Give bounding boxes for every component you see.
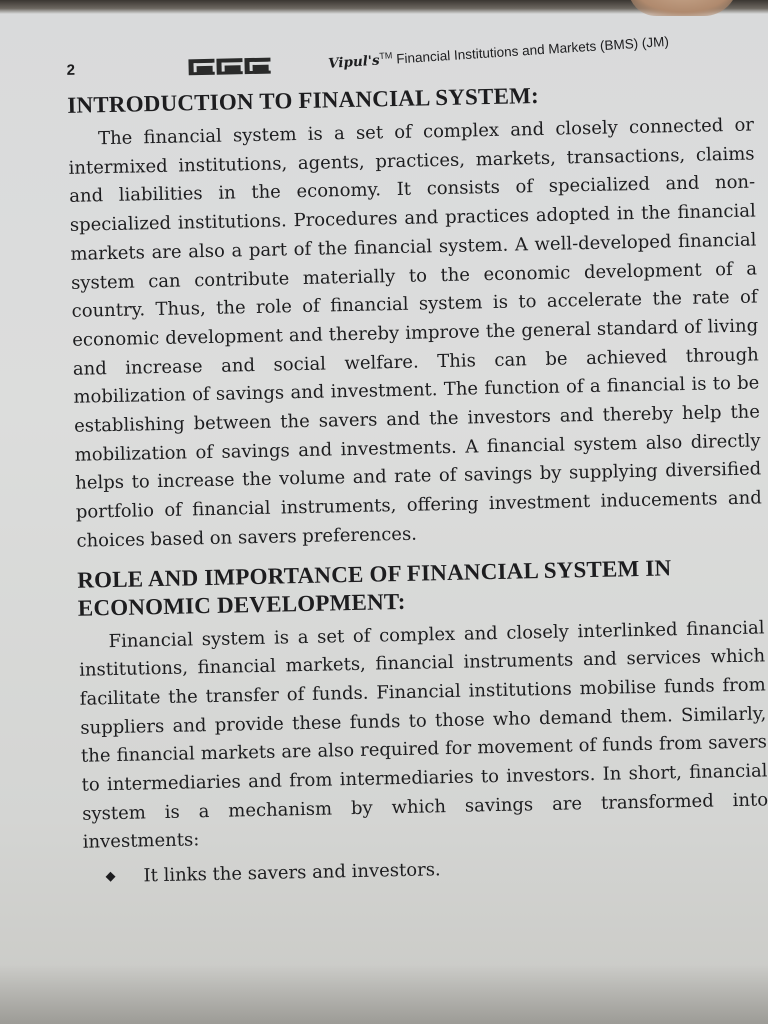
trademark: TM	[378, 50, 393, 62]
book-page	[60, 25, 768, 892]
page-header	[60, 25, 761, 84]
publisher-logo-icon	[188, 58, 270, 76]
bottom-edge-shadow	[0, 964, 768, 1024]
page-number: 2	[66, 61, 76, 79]
role-importance-paragraph: Financial system is a set of complex and closely interlinked financial institutions, financial markets, financial instruments and services which facilitate the transfer of funds. Financial institutions mobilise funds from suppliers and provide these funds to those who demand them. Similarly, the financial markets are also required for movement of funds from savers to intermediaries and from intermediaries to investors. In short, financial system is a mechanism by which savings are transformed into investments:	[78, 616, 768, 854]
section-heading-role-importance: ROLE AND IMPORTANCE OF FINANCIAL SYSTEM IN ECONOMIC DEVELOPMENT:	[77, 554, 672, 621]
brand-name: Vipul's	[327, 52, 381, 72]
bullet-list	[105, 849, 768, 891]
list-item: ◆ It links the savers and investors.	[105, 849, 768, 891]
running-head	[328, 32, 670, 71]
diamond-bullet-icon: ◆	[105, 869, 116, 885]
introduction-paragraph: The financial system is a set of complex and closely connected or intermixed institutions, agents, practices, markets, transactions, claims and liabilities in the economy. It consists of specialized and non-specialized institutions. Procedures and practices adopted in the financial markets are also a part of the financial system. A well-developed financial system can contribute materially to the economic development of a country. Thus, the role of financial system is to accelerate the rate of economic development and thereby improve the general standard of living and increase and social welfare. This can be achieved through mobilization of savings and investment. The function of a financial is to be establishing between the savers and the investors and thereby help the mobilization of savings and investments. A financial system also directly helps to increase the volume and rate of savings by supplying diversified portfolio of financial instruments, offering investment inducements and choices based on savers preferences.	[68, 114, 762, 552]
section-heading-introduction: INTRODUCTION TO FINANCIAL SYSTEM:	[67, 82, 540, 118]
book-title: Financial Institutions and Markets (BMS) (JM)	[395, 33, 670, 67]
